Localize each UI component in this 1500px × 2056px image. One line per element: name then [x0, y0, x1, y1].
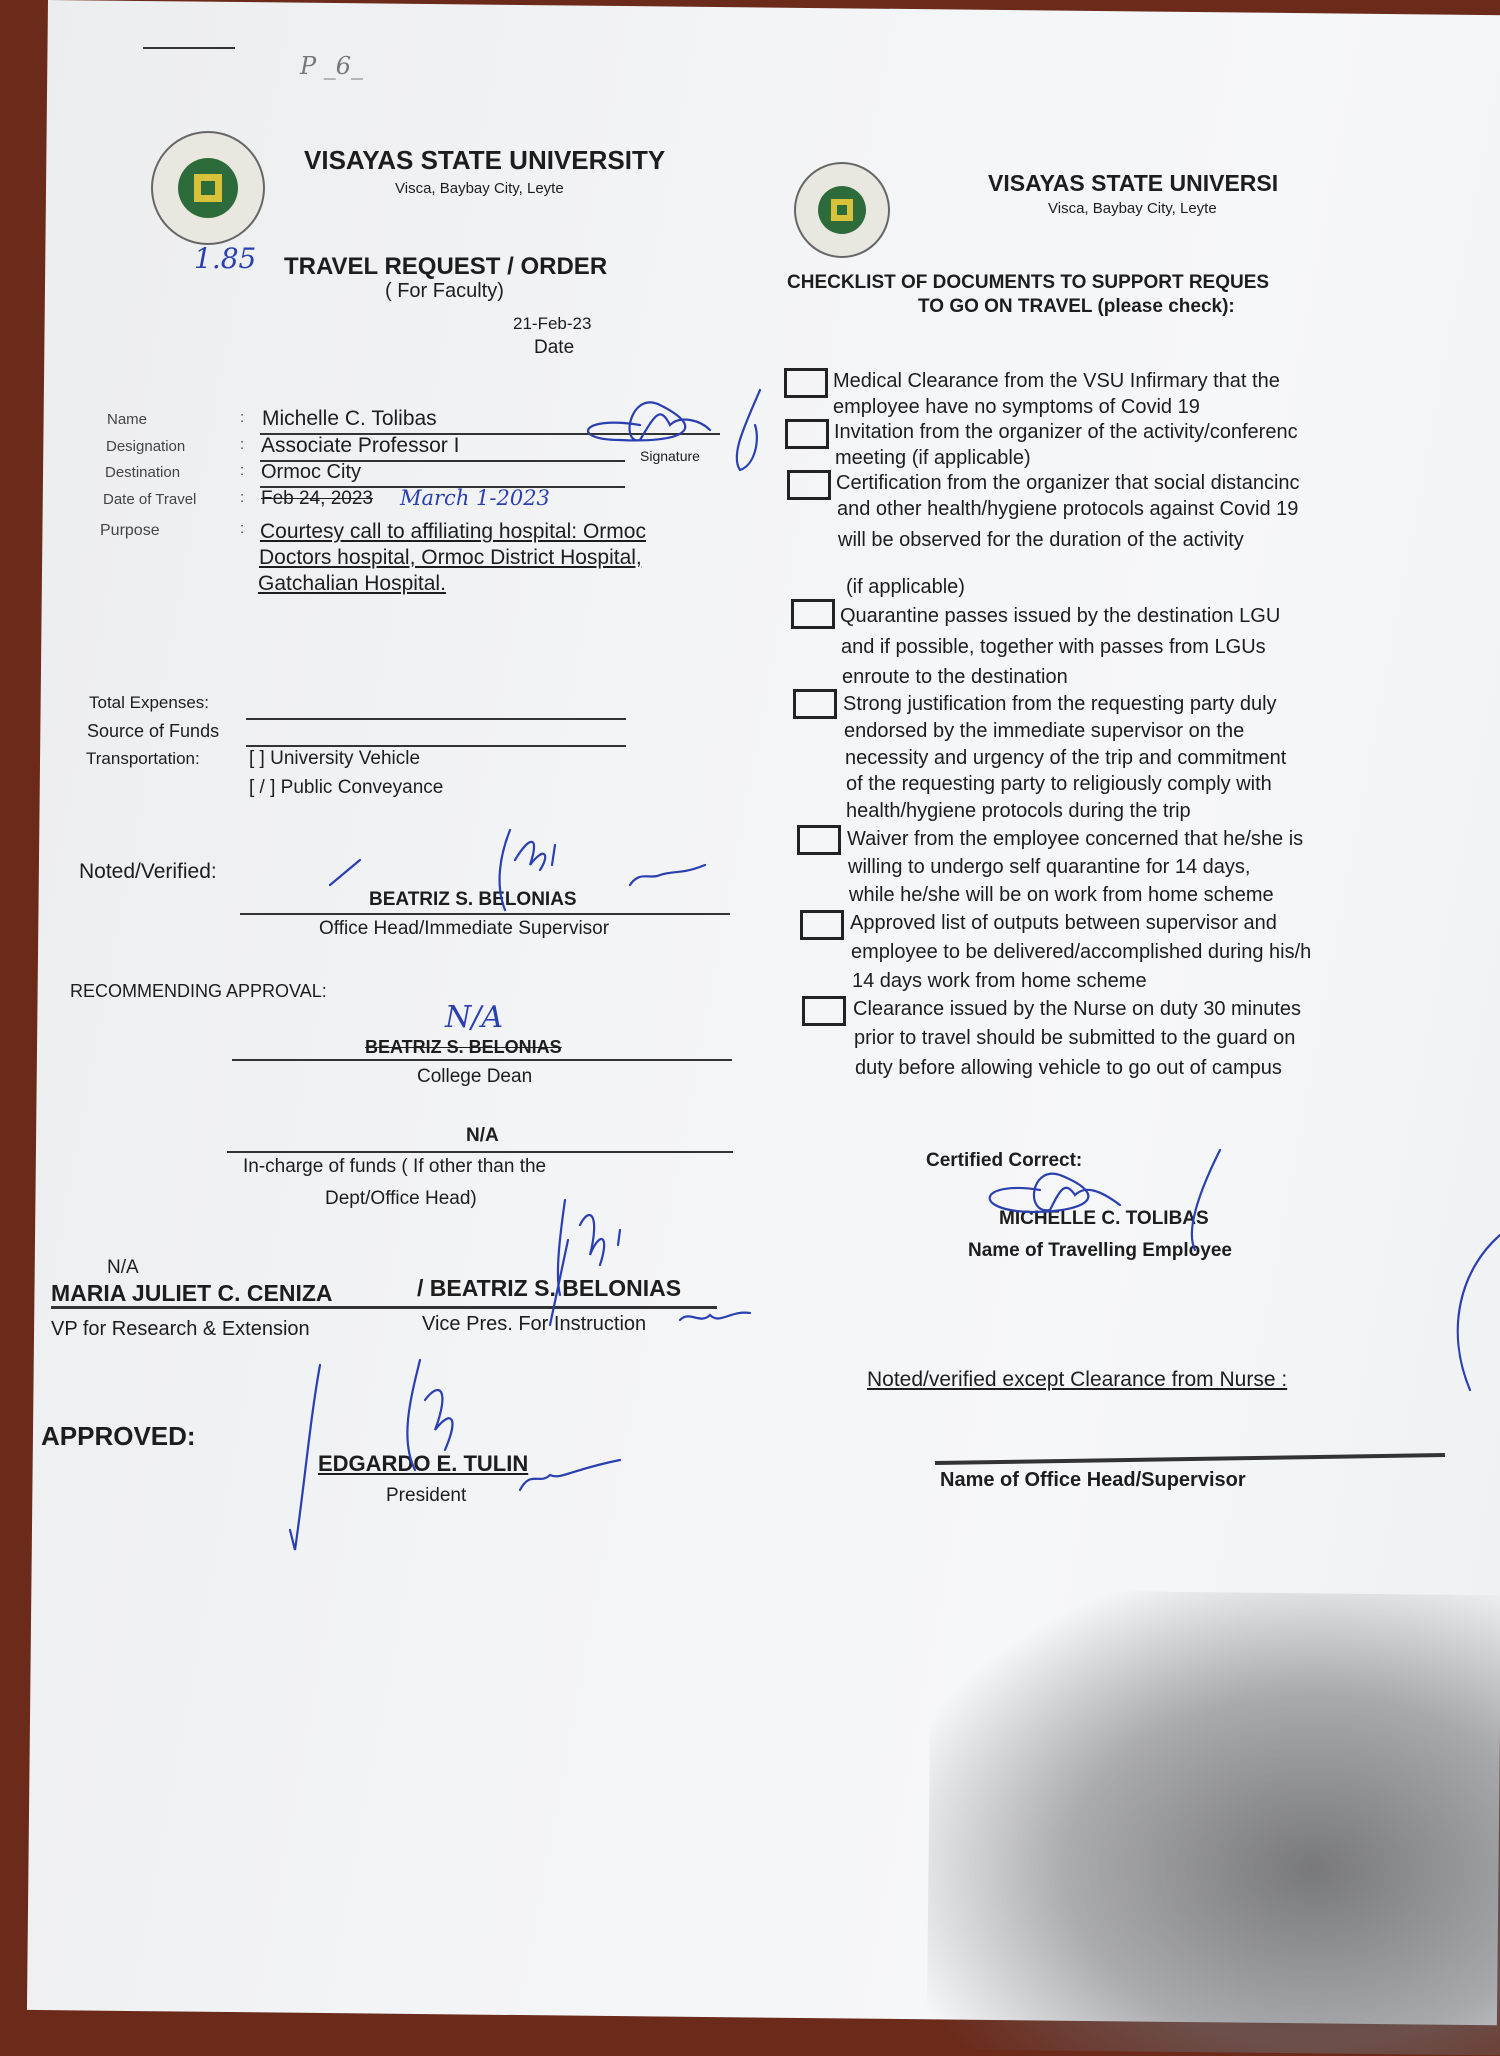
item-text: endorsed by the immediate supervisor on the — [844, 720, 1245, 742]
colon: : — [240, 489, 245, 506]
item-text: enroute to the destination — [842, 666, 1068, 688]
colon: : — [240, 520, 245, 537]
noted-signature — [330, 825, 710, 920]
item-text: meeting (if applicable) — [835, 447, 1031, 469]
colon: : — [240, 436, 245, 453]
university-address-right: Visca, Baybay City, Leyte — [1048, 200, 1217, 217]
employee-name: MICHELLE C. TOLIBAS — [999, 1208, 1209, 1229]
designation-value[interactable]: Associate Professor I — [261, 434, 460, 457]
university-seal-logo — [148, 128, 268, 248]
item-text: of the requesting party to religiously comply with — [846, 773, 1272, 795]
form-title: TRAVEL REQUEST / ORDER — [284, 253, 608, 280]
form-subtitle: ( For Faculty) — [385, 280, 504, 302]
vp-instruction-title: Vice Pres. For Instruction — [422, 1313, 647, 1335]
checkbox-strong-justification[interactable] — [793, 689, 837, 719]
purpose-line-1[interactable]: Courtesy call to affiliating hospital: Ormoc — [260, 520, 646, 543]
date-travel-struck[interactable]: Feb 24, 2023 — [261, 488, 373, 509]
total-expenses-label: Total Expenses: — [89, 693, 210, 712]
checkbox-nurse-clearance[interactable] — [802, 996, 846, 1026]
item-text: and if possible, together with passes from LGUs — [841, 636, 1266, 658]
checkbox-quarantine-passes[interactable] — [791, 599, 835, 629]
vp-instruction-name: / BEATRIZ S. BELONIAS — [417, 1275, 682, 1301]
transport-option-public-conveyance[interactable]: [ / ] Public Conveyance — [249, 777, 444, 798]
source-funds-label: Source of Funds — [87, 721, 220, 741]
item-text: necessity and urgency of the trip and commitment — [845, 747, 1287, 769]
date-travel-label: Date of Travel — [103, 491, 197, 508]
checkbox-waiver[interactable] — [797, 825, 841, 855]
edge-pen-mark — [1440, 1230, 1500, 1410]
president-title: President — [386, 1485, 467, 1506]
top-dash — [143, 47, 235, 49]
item-text: 14 days work from home scheme — [852, 970, 1147, 992]
purpose-line-2[interactable]: Doctors hospital, Ormoc District Hospital, — [259, 546, 642, 569]
name-label: Name — [107, 411, 148, 428]
handwritten-number: 1.85 — [194, 242, 257, 275]
colon: : — [240, 462, 245, 479]
vp-research-na: N/A — [107, 1257, 139, 1278]
date-value: 21-Feb-23 — [513, 314, 592, 333]
university-name: VISAYAS STATE UNIVERSITY — [304, 145, 666, 175]
source-funds-line[interactable] — [246, 745, 626, 747]
checkbox-medical-clearance[interactable] — [784, 368, 828, 398]
noted-verified-label: Noted/Verified: — [79, 860, 217, 883]
item-text: Medical Clearance from the VSU Infirmary that the — [833, 370, 1280, 392]
dean-handwritten-na: N/A — [445, 1000, 504, 1035]
checkbox-invitation[interactable] — [785, 419, 829, 449]
transportation-label: Transportation: — [86, 749, 200, 768]
page-mark: P _6_ — [300, 52, 364, 80]
item-text: employee have no symptoms of Covid 19 — [833, 396, 1200, 418]
date-travel-handwritten: March 1-2023 — [400, 486, 550, 510]
noted-name: BEATRIZ S. BELONIAS — [369, 889, 577, 910]
certified-label: Certified Correct: — [926, 1150, 1083, 1171]
item-text: duty before allowing vehicle to go out of campus — [855, 1057, 1282, 1079]
noted-except-label: Noted/verified except Clearance from Nurse : — [867, 1368, 1288, 1391]
university-name-right: VISAYAS STATE UNIVERSI — [988, 170, 1279, 196]
name-value[interactable]: Michelle C. Tolibas — [262, 407, 437, 430]
colon: : — [240, 409, 245, 426]
item-text: Certification from the organizer that social distancinc — [836, 472, 1300, 494]
checklist-title-2: TO GO ON TRAVEL (please check): — [918, 296, 1235, 317]
item-text: Approved list of outputs between supervisor and — [850, 912, 1277, 934]
vp-instruction-signature — [540, 1195, 760, 1345]
item-text: prior to travel should be submitted to the guard on — [854, 1027, 1296, 1049]
item-text: employee to be delivered/accomplished during his/h — [851, 941, 1312, 963]
office-head-title: Name of Office Head/Supervisor — [940, 1469, 1246, 1491]
purpose-label: Purpose — [100, 522, 160, 539]
transport-option-university-vehicle[interactable]: [ ] University Vehicle — [249, 748, 421, 769]
signature-label: Signature — [640, 448, 700, 464]
funds-value: N/A — [466, 1125, 499, 1146]
university-address: Visca, Baybay City, Leyte — [395, 180, 564, 197]
item-text: Quarantine passes issued by the destination LGU — [840, 605, 1281, 627]
checkbox-approved-outputs[interactable] — [800, 910, 844, 940]
dean-line — [232, 1059, 732, 1061]
item-text: Waiver from the employee concerned that he/she is — [847, 828, 1304, 850]
vp-research-title: VP for Research & Extension — [51, 1318, 310, 1340]
purpose-line-3[interactable]: Gatchalian Hospital. — [258, 572, 446, 595]
employee-title: Name of Travelling Employee — [968, 1240, 1232, 1261]
item-text: will be observed for the duration of the activity — [838, 529, 1244, 551]
destination-value[interactable]: Ormoc City — [261, 461, 361, 483]
funds-line — [227, 1151, 733, 1153]
funds-title-1: In-charge of funds ( If other than the — [243, 1156, 547, 1177]
item-text: while he/she will be on work from home scheme — [849, 884, 1274, 906]
president-name: EDGARDO E. TULIN — [318, 1451, 529, 1476]
dean-name: BEATRIZ S. BELONIAS — [365, 1037, 562, 1057]
item-text: Clearance issued by the Nurse on duty 30 minutes — [853, 998, 1302, 1020]
funds-title-2: Dept/Office Head) — [325, 1188, 477, 1209]
dean-title: College Dean — [417, 1066, 533, 1087]
designation-label: Designation — [106, 438, 186, 455]
item-text: Strong justification from the requesting party duly — [843, 693, 1277, 715]
item-text: (if applicable) — [846, 576, 965, 598]
date-label: Date — [534, 337, 575, 358]
item-text: and other health/hygiene protocols against Covid 19 — [837, 498, 1299, 520]
approved-label: APPROVED: — [41, 1421, 196, 1451]
item-text: willing to undergo self quarantine for 14 days, — [848, 856, 1251, 878]
item-text: Invitation from the organizer of the activity/conferenc — [834, 421, 1298, 443]
president-signature — [270, 1360, 630, 1560]
employee-signature — [560, 385, 770, 475]
destination-label: Destination — [105, 464, 181, 481]
certified-signature — [970, 1150, 1230, 1260]
photo-shadow — [927, 1589, 1500, 2056]
vp-research-name: MARIA JULIET C. CENIZA — [51, 1280, 333, 1306]
item-text: health/hygiene protocols during the trip — [846, 800, 1191, 822]
checklist-title-1: CHECKLIST OF DOCUMENTS TO SUPPORT REQUES — [787, 272, 1270, 293]
recommending-label: RECOMMENDING APPROVAL: — [70, 981, 327, 1001]
total-expenses-line[interactable] — [246, 718, 626, 720]
university-seal-logo-right — [792, 160, 892, 260]
checkbox-certification[interactable] — [787, 470, 831, 500]
noted-title: Office Head/Immediate Supervisor — [319, 918, 610, 939]
